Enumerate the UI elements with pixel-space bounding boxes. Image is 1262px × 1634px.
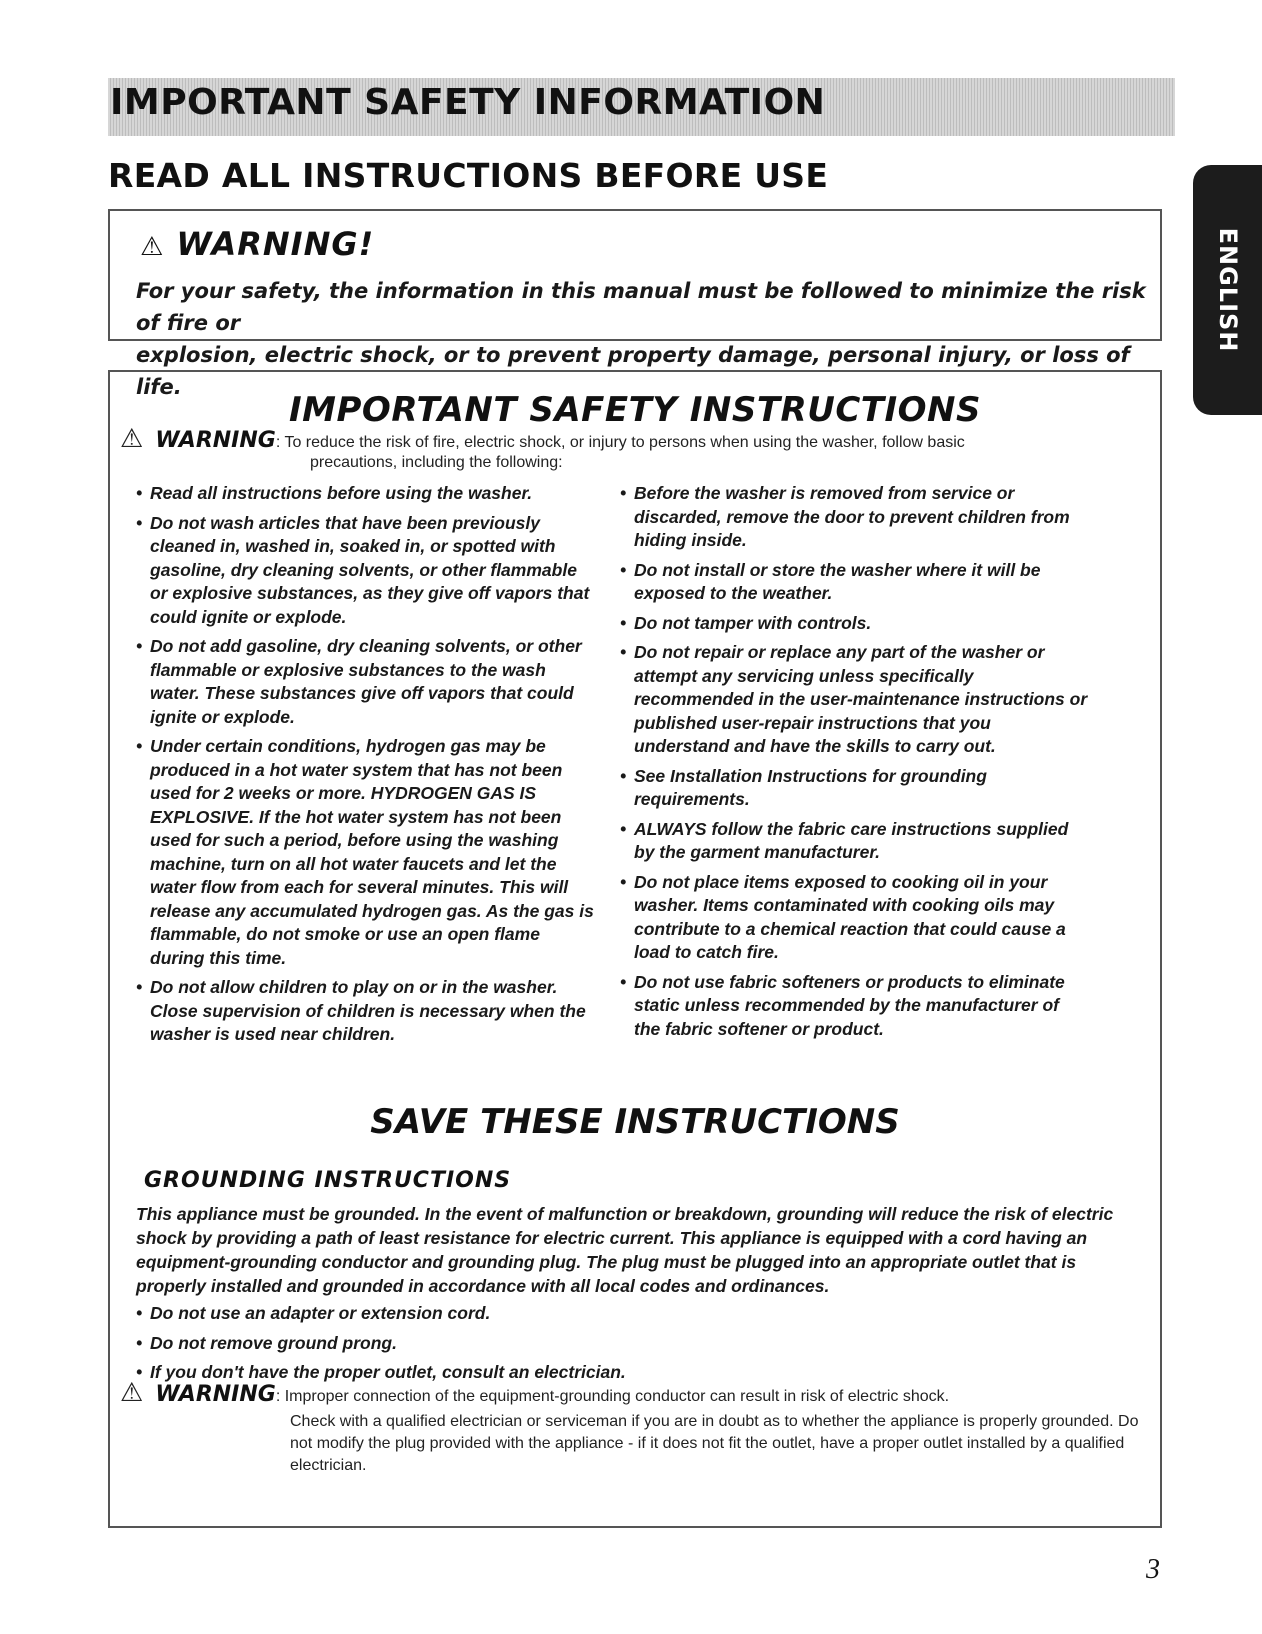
warning-line: explosion, electric shock, or to prevent property damage, personal injury, or loss of life. — [136, 343, 1130, 399]
warning-label: WARNING — [155, 428, 276, 453]
grounding-text: This appliance must be grounded. In the event of malfunction or breakdown, grounding will reduce the risk of electric shock by providing a path of least resistance for electric current. This appliance is equipped with a cord having an equipment-grounding conductor and grounding plug. The plug must be plugged into an appropriate outlet that is properly installed and grounded in accordance with all local codes and ordinances. — [136, 1204, 1114, 1296]
right-instruction-list — [620, 482, 1090, 1047]
warning-label: WARNING — [155, 1382, 276, 1407]
warning-box — [108, 209, 1162, 399]
warning-label: WARNING! — [176, 225, 375, 263]
list-item: • Do not repair or replace any part of the washer or attempt any servicing unless specifically recommended in the user-maintenance instructions or published user-repair instructions that you understand and have the skills to carry out. — [620, 641, 1090, 759]
save-instructions-title: SAVE THESE INSTRUCTIONS — [370, 1102, 900, 1142]
left-instruction-list — [136, 482, 596, 1053]
warning-text: Improper connection of the equipment-grounding conductor can result in risk of electric shock. — [284, 1388, 950, 1405]
warning-line: For your safety, the information in this manual must be followed to minimize the risk of fire or — [136, 279, 1146, 335]
grounding-list — [136, 1302, 1036, 1391]
warning-text: To reduce the risk of fire, electric shock, or injury to persons when using the washer, follow basic — [284, 434, 965, 451]
list-item: • If you don't have the proper outlet, consult an electrician. — [136, 1361, 1036, 1385]
language-tab — [1193, 165, 1262, 415]
list-item: • Do not allow children to play on or in the washer. Close supervision of children is necessary when the washer is used near children. — [136, 976, 596, 1047]
page-number: 3 — [1146, 1554, 1160, 1585]
list-item: • Before the washer is removed from service or discarded, remove the door to prevent children from hiding inside. — [620, 482, 1090, 553]
list-item: • See Installation Instructions for grounding requirements. — [620, 765, 1090, 812]
safety-instructions-title: IMPORTANT SAFETY INSTRUCTIONS — [289, 390, 981, 430]
warning-triangle-icon: ⚠ — [120, 1377, 144, 1407]
warning-text-cont: Check with a qualified electrician or serviceman if you are in doubt as to whether the appliance is properly grounded. Do not modify the plug provided with the appliance - if it does not fit the outlet, have a proper outlet installed by a qualified electrician. — [290, 1413, 1139, 1474]
list-item: • Do not use fabric softeners or products to eliminate static unless recommended by the manufacturer of the fabric softener or product. — [620, 971, 1090, 1042]
list-item: • Do not tamper with controls. — [620, 612, 1090, 636]
warning-text-cont: precautions, including the following: — [310, 454, 563, 471]
warning-triangle-icon: ⚠ — [140, 232, 165, 262]
page-title: IMPORTANT SAFETY INFORMATION — [110, 82, 826, 123]
safety-instructions-box — [108, 370, 1162, 1528]
main-heading: READ ALL INSTRUCTIONS BEFORE USE — [108, 156, 829, 195]
language-tab-label: ENGLISH — [1214, 227, 1242, 353]
safety-warning: ⚠ WARNING: To reduce the risk of fire, electric shock, or injury to persons when using the washer, follow basic precautions, including the following: — [120, 428, 1150, 473]
list-item: • Do not place items exposed to cooking oil in your washer. Items contaminated with cooking oils may contribute to a chemical reaction that could cause a load to catch fire. — [620, 871, 1090, 965]
list-item: • Under certain conditions, hydrogen gas may be produced in a hot water system that has not been used for 2 weeks or more. HYDROGEN GAS IS EXPLOSIVE. If the hot water system has not been used for such a period, before using the washing machine, turn on all hot water faucets and let the water flow from each for several minutes. This will release any accumulated hydrogen gas. As the gas is flammable, do not smoke or use an open flame during this time. — [136, 735, 596, 970]
list-item: • Do not install or store the washer where it will be exposed to the weather. — [620, 559, 1090, 606]
grounding-heading: GROUNDING INSTRUCTIONS — [144, 1168, 512, 1193]
list-item: • Do not remove ground prong. — [136, 1332, 1036, 1356]
list-item: • Do not use an adapter or extension cord. — [136, 1302, 1036, 1326]
list-item: • ALWAYS follow the fabric care instructions supplied by the garment manufacturer. — [620, 818, 1090, 865]
list-item: • Read all instructions before using the washer. — [136, 482, 596, 506]
list-item: • Do not add gasoline, dry cleaning solvents, or other flammable or explosive substances to the wash water. These substances give off vapors that could ignite or explode. — [136, 635, 596, 729]
list-item: • Do not wash articles that have been previously cleaned in, washed in, soaked in, or spotted with gasoline, dry cleaning solvents, or other flammable or explosive substances, as they give off vapors that could ignite or explode. — [136, 512, 596, 630]
grounding-warning: ⚠ WARNING: Improper connection of the equipment-grounding conductor can result in risk of electric shock. Check with a qualified electrician or serviceman if you are in doubt as to whether the appliance is properly grounded. Do not modify the plug provided with the appliance - if it does not fit the outlet, have a proper outlet installed by a qualified electrician. — [120, 1382, 1150, 1477]
warning-triangle-icon: ⚠ — [120, 423, 144, 453]
